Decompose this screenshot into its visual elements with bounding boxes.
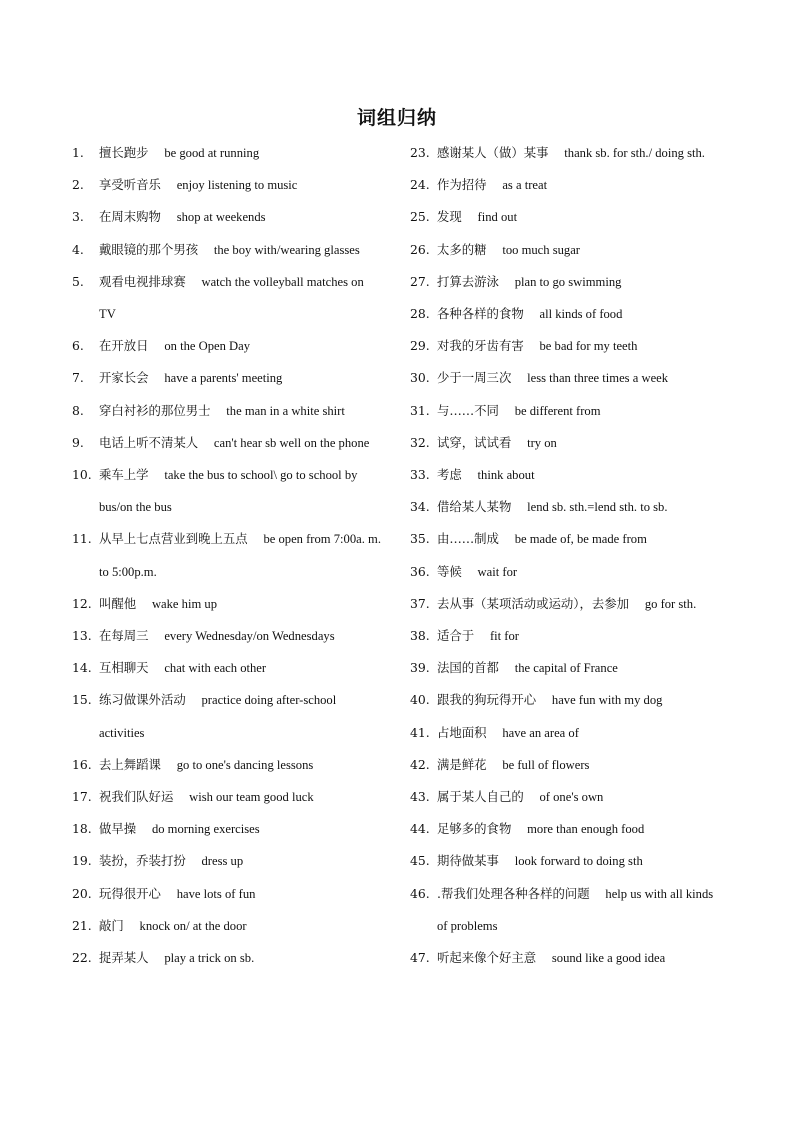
phrase-item [72, 362, 382, 394]
phrase-text [99, 266, 382, 330]
phrase-item [72, 652, 382, 684]
phrase-number: 26. [410, 241, 430, 257]
phrase-item [410, 556, 720, 588]
phrase-item [72, 201, 382, 233]
phrase-text [437, 556, 720, 588]
phrase-item [410, 201, 720, 233]
phrase-english: find out [477, 210, 518, 225]
phrase-chinese: 太多的糖 [437, 241, 487, 257]
phrase-number: 16. [72, 756, 92, 772]
phrase-chinese: 对我的牙齿有害 [437, 338, 524, 354]
phrase-chinese: 戴眼镜的那个男孩 [99, 241, 199, 257]
phrase-text [437, 298, 720, 330]
phrase-chinese: 在每周三 [99, 628, 149, 644]
phrase-text [437, 234, 720, 266]
phrase-text [99, 362, 382, 394]
phrase-chinese: 法国的首都 [437, 660, 499, 676]
phrase-chinese: 足够多的食物 [437, 821, 512, 837]
phrase-item [410, 491, 720, 523]
phrase-english: on the Open Day [164, 339, 251, 354]
phrase-number: 46. [410, 885, 430, 901]
page-title: 词组归纳 [356, 107, 437, 129]
phrase-item [72, 427, 382, 459]
phrase-chinese: 跟我的狗玩得开心 [437, 692, 537, 708]
phrase-chinese: 听起来像个好主意 [437, 950, 537, 966]
phrase-number: 32. [410, 434, 430, 450]
phrase-item [410, 684, 720, 716]
phrase-number: 3. [72, 209, 84, 225]
phrase-chinese: 感谢某人（做）某事 [437, 145, 549, 160]
phrase-text [99, 652, 382, 684]
phrase-item [410, 845, 720, 877]
phrase-item [72, 266, 382, 330]
phrase-english: take the bus to school\ go to school by bus/on the bus [99, 468, 358, 515]
phrase-english: too much sugar [502, 242, 580, 257]
phrase-english: chat with each other [164, 661, 267, 676]
phrase-text [99, 910, 382, 942]
phrase-text [99, 234, 382, 266]
phrase-number: 25. [410, 209, 430, 225]
phrase-english: go for sth. [644, 596, 697, 611]
phrase-english: sound like a good idea [551, 951, 666, 966]
phrase-number: 18. [72, 821, 92, 837]
phrase-text [437, 395, 720, 427]
phrase-english: all kinds of food [539, 307, 623, 322]
phrase-item [410, 813, 720, 845]
phrase-number: 5. [72, 273, 84, 289]
phrase-text [99, 427, 382, 459]
phrase-chinese: 作为招待 [437, 177, 487, 193]
phrase-number: 2. [72, 177, 84, 193]
phrase-chinese: 祝我们队好运 [99, 789, 174, 805]
phrase-english: have an area of [502, 725, 579, 740]
phrase-number: 17. [72, 789, 92, 805]
phrase-chinese: 去上舞蹈课 [99, 756, 161, 772]
phrase-number: 14. [72, 660, 92, 676]
phrase-number: 23. [410, 145, 430, 160]
phrase-chinese: 观看电视排球赛 [99, 273, 186, 289]
phrase-number: 33. [410, 467, 430, 483]
phrase-english: shop at weekends [176, 210, 266, 225]
phrase-number: 30. [410, 370, 430, 386]
phrase-english: fit for [489, 629, 519, 644]
phrase-item [410, 330, 720, 362]
phrase-item [410, 942, 720, 974]
phrase-chinese: 乘车上学 [99, 467, 149, 483]
phrase-chinese: 玩得很开心 [99, 885, 161, 901]
phrase-english: less than three times a week [527, 371, 669, 386]
phrase-english: of one's own [539, 790, 604, 805]
phrase-text [99, 781, 382, 813]
phrase-chinese: 发现 [437, 209, 462, 225]
phrase-number: 27. [410, 273, 430, 289]
phrase-item [72, 459, 382, 523]
phrase-chinese: 穿白衬衫的那位男士 [99, 402, 211, 418]
phrase-text [437, 878, 720, 942]
phrase-text [437, 459, 720, 491]
phrase-item [72, 137, 382, 169]
phrase-text [437, 201, 720, 233]
phrase-item [410, 652, 720, 684]
phrase-english: have fun with my dog [551, 693, 663, 708]
phrase-text [99, 845, 382, 877]
phrase-number: 43. [410, 789, 430, 805]
phrase-item [72, 749, 382, 781]
phrase-english: be made of, be made from [514, 532, 647, 547]
phrase-english: watch the volleyball matches on TV [99, 274, 364, 322]
phrase-number: 37. [410, 595, 430, 611]
phrase-english: wake him up [151, 596, 217, 611]
phrase-text [437, 588, 720, 620]
phrase-text [437, 717, 720, 749]
phrase-number: 15. [72, 692, 92, 708]
phrase-text [99, 137, 382, 169]
phrase-english: go to one's dancing lessons [176, 757, 314, 772]
phrase-english: be open from 7:00a. m. to 5:00p.m. [99, 532, 381, 579]
phrase-number: 34. [410, 499, 430, 515]
phrase-text [437, 813, 720, 845]
phrase-chinese: 占地面积 [437, 724, 487, 740]
phrase-chinese: 做早操 [99, 821, 137, 837]
phrase-item [410, 620, 720, 652]
phrase-item [72, 813, 382, 845]
phrase-number: 19. [72, 853, 92, 869]
phrase-english: lend sb. sth.=lend sth. to sb. [527, 500, 668, 515]
phrase-text [437, 137, 720, 169]
phrase-chinese: 考虑 [437, 467, 462, 483]
phrase-number: 29. [410, 338, 430, 354]
phrase-text [99, 395, 382, 427]
phrase-item [410, 137, 720, 169]
phrase-chinese: 叫醒他 [99, 595, 137, 611]
phrase-text [99, 942, 382, 974]
phrase-text [437, 684, 720, 716]
phrase-english: enjoy listening to music [176, 178, 298, 193]
phrase-number: 20. [72, 885, 92, 901]
phrase-chinese: 等候 [437, 563, 462, 579]
phrase-english: wish our team good luck [189, 790, 314, 805]
phrase-chinese: 与……不同 [437, 402, 499, 418]
phrase-item [410, 362, 720, 394]
phrase-english: can't hear sb well on the phone [213, 435, 370, 450]
phrase-text [437, 781, 720, 813]
phrase-chinese: 由……制成 [437, 531, 499, 547]
phrase-item [72, 234, 382, 266]
phrase-english: look forward to doing sth [514, 854, 643, 869]
phrase-item [410, 298, 720, 330]
phrase-english: think about [477, 468, 535, 483]
phrase-chinese: 敲门 [99, 917, 124, 933]
phrase-number: 47. [410, 950, 430, 966]
phrase-text [437, 266, 720, 298]
phrase-chinese: 各种各样的食物 [437, 306, 524, 322]
phrase-english: more than enough food [527, 822, 645, 837]
phrase-chinese: 装扮，乔装打扮 [99, 853, 186, 869]
phrase-number: 35. [410, 531, 430, 547]
phrase-chinese: 在开放日 [99, 338, 149, 354]
phrase-english: the boy with/wearing glasses [213, 242, 360, 257]
phrase-item [410, 878, 720, 942]
phrase-number: 45. [410, 853, 430, 869]
phrase-text [99, 330, 382, 362]
phrase-item [410, 234, 720, 266]
phrase-chinese: 从早上七点营业到晚上五点 [99, 531, 248, 547]
phrase-english: knock on/ at the door [139, 918, 247, 933]
phrase-item [410, 523, 720, 555]
phrase-list-left [72, 137, 382, 974]
phrase-chinese: 适合于 [437, 628, 475, 644]
phrase-item [72, 878, 382, 910]
phrase-chinese: 练习做课外活动 [99, 692, 186, 708]
phrase-english: help us with all kinds of problems [437, 886, 714, 933]
phrase-english: play a trick on sb. [164, 951, 255, 966]
phrase-item [410, 588, 720, 620]
phrase-text [99, 813, 382, 845]
phrase-number: 13. [72, 628, 92, 644]
phrase-number: 39. [410, 660, 430, 676]
phrase-text [437, 491, 720, 523]
phrase-item [410, 749, 720, 781]
phrase-number: 8. [72, 402, 84, 418]
phrase-number: 22. [72, 950, 92, 966]
phrase-chinese: 电话上听不清某人 [99, 434, 199, 450]
phrase-chinese: 打算去游泳 [437, 273, 499, 289]
phrase-number: 31. [410, 402, 430, 418]
phrase-item [72, 845, 382, 877]
phrase-english: the capital of France [514, 661, 618, 676]
phrase-english: have a parents' meeting [164, 371, 283, 386]
phrase-number: 9. [72, 434, 84, 450]
phrase-chinese: 开家长会 [99, 370, 149, 386]
phrase-list-right [410, 137, 720, 974]
phrase-english: the man in a white shirt [226, 403, 345, 418]
phrase-text [437, 845, 720, 877]
phrase-english: be different from [514, 403, 601, 418]
phrase-text [99, 459, 382, 523]
phrase-item [72, 330, 382, 362]
phrase-number: 44. [410, 821, 430, 837]
phrase-chinese: 少于一周三次 [437, 370, 512, 386]
phrase-number: 36. [410, 563, 430, 579]
phrase-number: 42. [410, 756, 430, 772]
phrase-text [99, 588, 382, 620]
phrase-item [410, 717, 720, 749]
phrase-text [437, 749, 720, 781]
phrase-chinese: 借给某人某物 [437, 499, 512, 515]
phrase-english: plan to go swimming [514, 274, 622, 289]
phrase-number: 4. [72, 241, 84, 257]
phrase-item [72, 684, 382, 748]
phrase-english: dress up [201, 854, 244, 869]
phrase-item [72, 523, 382, 587]
phrase-item [72, 395, 382, 427]
phrase-item [72, 169, 382, 201]
phrase-text [437, 620, 720, 652]
phrase-text [99, 749, 382, 781]
phrase-text [437, 169, 720, 201]
phrase-chinese: 捉弄某人 [99, 950, 149, 966]
phrase-number: 7. [72, 370, 84, 386]
phrase-chinese: 期待做某事 [437, 853, 499, 869]
phrase-number: 10. [72, 467, 92, 483]
phrase-english: practice doing after-school activities [99, 693, 337, 740]
phrase-english: try on [527, 435, 557, 450]
phrase-text [99, 201, 382, 233]
phrase-text [437, 362, 720, 394]
phrase-text [437, 652, 720, 684]
phrase-item [72, 910, 382, 942]
phrase-chinese: 属于某人自己的 [437, 789, 524, 805]
phrase-english: be good at running [164, 146, 260, 160]
phrase-english: be full of flowers [502, 757, 590, 772]
phrase-chinese: 互相聊天 [99, 660, 149, 676]
phrase-text [99, 620, 382, 652]
phrase-item [410, 266, 720, 298]
phrase-chinese: 试穿，试试看 [437, 434, 512, 450]
phrase-number: 11. [72, 531, 92, 547]
phrase-item [72, 781, 382, 813]
phrase-english: thank sb. for sth./ doing sth. [564, 146, 705, 160]
phrase-text [99, 878, 382, 910]
phrase-text [99, 684, 382, 748]
phrase-item [410, 781, 720, 813]
phrase-english: do morning exercises [151, 822, 260, 837]
phrase-item [72, 620, 382, 652]
phrase-text [437, 427, 720, 459]
phrase-number: 12. [72, 595, 92, 611]
phrase-number: 6. [72, 338, 84, 354]
phrase-english: as a treat [502, 178, 548, 193]
phrase-number: 21. [72, 917, 92, 933]
phrase-number: 38. [410, 628, 430, 644]
phrase-number: 28. [410, 306, 430, 322]
phrase-item [410, 459, 720, 491]
phrase-item [72, 588, 382, 620]
phrase-number: 41. [410, 724, 430, 740]
phrase-chinese: 满是鲜花 [437, 756, 487, 772]
phrase-text [99, 169, 382, 201]
phrase-chinese: 在周末购物 [99, 209, 161, 225]
phrase-english: every Wednesday/on Wednesdays [164, 629, 335, 644]
phrase-text [437, 942, 720, 974]
phrase-text [99, 523, 382, 587]
phrase-text [437, 330, 720, 362]
phrase-chinese: .帮我们处理各种各样的问题 [437, 885, 590, 901]
phrase-number: 1. [72, 145, 84, 160]
phrase-chinese: 擅长跑步 [99, 145, 149, 160]
phrase-english: wait for [477, 564, 518, 579]
phrase-item [72, 942, 382, 974]
phrase-text [437, 523, 720, 555]
phrase-item [410, 169, 720, 201]
phrase-chinese: 去从事（某项活动或运动），去参加 [437, 595, 630, 611]
phrase-chinese: 享受听音乐 [99, 177, 161, 193]
phrase-item [410, 427, 720, 459]
phrase-number: 24. [410, 177, 430, 193]
phrase-english: be bad for my teeth [539, 339, 638, 354]
phrase-number: 40. [410, 692, 430, 708]
phrase-english: have lots of fun [176, 886, 256, 901]
phrase-item [410, 395, 720, 427]
